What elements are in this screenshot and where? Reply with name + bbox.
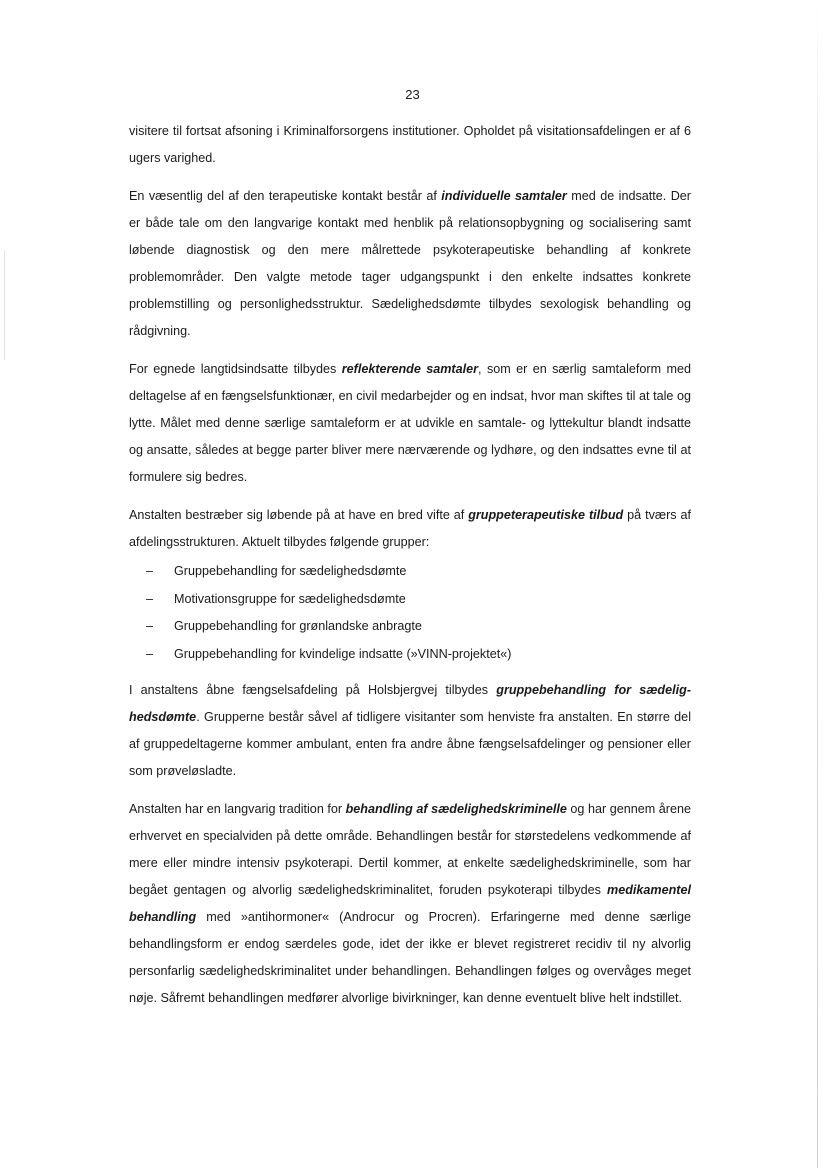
list-item-text: Gruppebehandling for sædelighedsdømte	[174, 564, 407, 578]
emphasized-term: reflekterende samtaler	[341, 362, 479, 376]
list-dash: –	[146, 591, 154, 606]
paragraph	[129, 356, 691, 491]
paragraph	[129, 502, 691, 556]
list-item	[129, 586, 691, 614]
paragraph-text: og har gennem årene erhvervet en specialviden på dette område. Behandlingen består for størstedelens vedkommende af mere eller mindre intensiv psykoterapi. Dertil kommer, at enkelte sædelighedskriminelle, som har begået gentagen og alvorlig sædelighedskriminalitet, foruden psykoterapi tilbydes	[129, 802, 691, 897]
paragraph-text: I anstaltens åbne fængselsafdeling på Holsbjergvej tilbydes	[129, 683, 497, 697]
list-item	[129, 558, 691, 586]
paragraph-text: på tværs af afdelingsstrukturen. Aktuelt tilbydes følgende grupper:	[129, 508, 691, 549]
paragraph-text: med »antihormoner« (Androcur og Procren). Erfaringerne med denne særlige behandlingsform er endog særdeles gode, idet der ikke er blevet registreret recidiv til ny alvorlig personfarlig sædelighedskriminalitet under behandlingen. Behandlingen følges og overvåges meget nøje. Såfremt behandlingen medfører alvorlige bivirkninger, kan denne eventuelt blive helt indstillet.	[129, 910, 691, 1005]
paragraph-text: En væsentlig del af den terapeutiske kontakt består af	[129, 189, 442, 203]
paragraph-text: Anstalten har en langvarig tradition for	[129, 802, 346, 816]
emphasized-term: behandling af sædelighedskriminelle	[345, 802, 567, 816]
document-body	[129, 118, 691, 1023]
list-dash: –	[146, 619, 154, 633]
paragraph	[129, 677, 691, 785]
emphasized-term: individuelle samtaler	[441, 189, 567, 203]
paragraph	[129, 796, 691, 1012]
paragraph-text: , som er en særlig samtaleform med deltagelse af en fængselsfunktionær, en civil medarbejder og en indsat, hvor man skiftes til at tale og lytte. Målet med denne særlige samtaleform er at udvikle en samtale- og lyttekultur blandt indsatte og ansatte, således at begge parter bliver mere nærværende og lydhøre, og den indsattes evne til at formulere sig bedres.	[129, 362, 692, 484]
list-dash: –	[146, 646, 154, 661]
page-number: 23	[405, 87, 420, 102]
emphasized-term: gruppeterapeutiske tilbud	[468, 508, 624, 522]
scan-edge-mark	[4, 250, 5, 360]
list-item	[129, 641, 691, 669]
scan-edge-line	[817, 0, 818, 1168]
emphasized-term: medikamentel behandling	[129, 883, 691, 924]
paragraph-text: visitere til fortsat afsoning i Kriminalforsorgens institutioner. Opholdet på visitationsafdelingen er af 6 ugers varighed.	[129, 124, 691, 165]
paragraph	[129, 118, 691, 172]
paragraph-text: Anstalten bestræber sig løbende på at have en bred vifte af	[129, 508, 469, 522]
list-item-text: Gruppebehandling for kvindelige indsatte (»VINN-projektet«)	[174, 646, 512, 661]
list-item	[129, 613, 691, 641]
list-dash: –	[146, 564, 154, 578]
list-item-text: Gruppebehandling for grønlandske anbragte	[174, 619, 422, 633]
emphasized-term: gruppebehandling for sædelighedsdømte	[129, 683, 692, 724]
list-item-text: Motivationsgruppe for sædelighedsdømte	[174, 591, 406, 606]
paragraph	[129, 183, 691, 345]
group-list	[129, 558, 691, 668]
paragraph-text: . Grupperne består såvel af tidligere visitanter som henviste fra anstalten. En større del af gruppedeltagerne kommer ambulant, enten fra andre åbne fængselsafdelinger og pensioner eller som prøveløsladte.	[129, 710, 691, 778]
paragraph-text: med de indsatte. Der er både tale om den langvarige kontakt med henblik på relationsopbygning og socialisering samt løbende diagnostisk og den mere målrettede psykoterapeutiske behandling af konkrete problemområder. Den valgte metode tager udgangspunkt i den enkelte indsattes konkrete problemstilling og personlighedsstruktur. Sædelighedsdømte tilbydes sexologisk behandling og rådgivning.	[129, 189, 691, 338]
paragraph-text: For egnede langtidsindsatte tilbydes	[129, 362, 342, 376]
